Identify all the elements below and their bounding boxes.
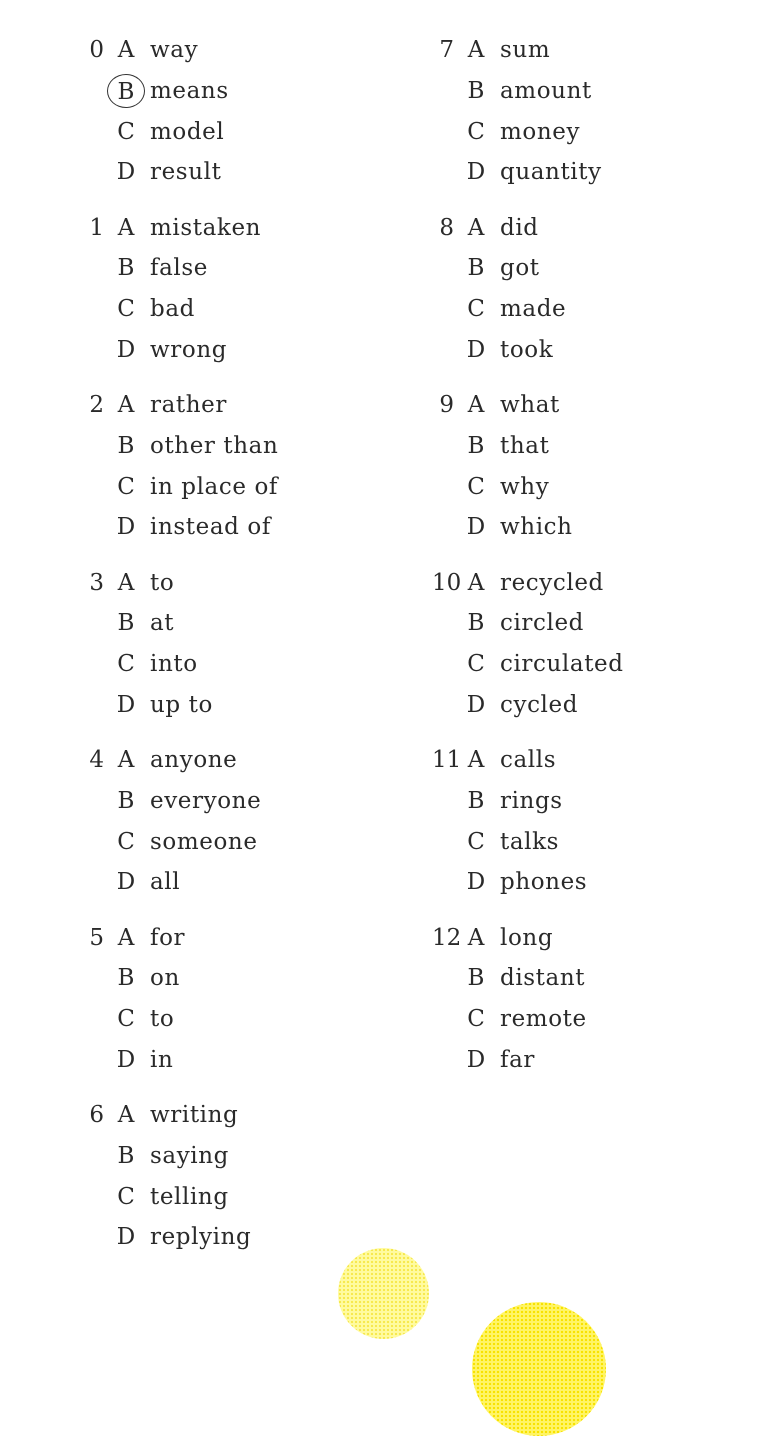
option-text: remote	[500, 1006, 587, 1033]
option-b[interactable]	[432, 781, 762, 822]
option-text: rings	[500, 787, 563, 814]
option-letter: D	[116, 514, 136, 541]
option-a[interactable]	[82, 563, 422, 604]
question-4	[82, 740, 442, 903]
option-letter: A	[467, 924, 485, 951]
option-text: all	[150, 869, 181, 896]
option-text: other than	[150, 432, 279, 459]
option-d[interactable]	[432, 507, 762, 548]
option-text: to	[150, 1006, 175, 1033]
option-d[interactable]	[82, 685, 422, 726]
option-letter: C	[117, 296, 135, 323]
option-letter-circled: B	[107, 74, 145, 108]
option-letter: C	[117, 1006, 135, 1033]
option-d[interactable]	[82, 152, 422, 193]
option-text: into	[150, 651, 198, 678]
option-letter: B	[467, 610, 485, 637]
question-number: 5	[89, 924, 104, 951]
question-0	[82, 30, 442, 193]
question-9	[432, 385, 762, 548]
option-text: money	[500, 118, 581, 145]
question-10	[432, 563, 762, 726]
option-c[interactable]	[82, 999, 422, 1040]
option-a[interactable]	[432, 30, 762, 71]
option-text: mistaken	[150, 214, 262, 241]
option-c[interactable]	[432, 644, 762, 685]
option-c[interactable]	[82, 822, 422, 863]
option-b[interactable]	[82, 71, 422, 112]
option-letter: B	[117, 610, 135, 637]
option-letter: C	[117, 473, 135, 500]
option-text: far	[500, 1046, 536, 1073]
question-number: 2	[89, 392, 104, 418]
decorative-yellow-dot-large	[472, 1302, 606, 1436]
option-text: circulated	[500, 651, 624, 678]
option-letter: D	[466, 514, 486, 541]
question-11	[432, 740, 762, 903]
option-text: distant	[500, 965, 586, 992]
question-number: 10	[432, 569, 462, 596]
option-b[interactable]	[432, 603, 762, 644]
option-letter: B	[117, 432, 135, 459]
option-c[interactable]	[82, 289, 422, 330]
option-text: means	[150, 77, 229, 104]
question-5	[82, 918, 442, 1081]
option-d[interactable]	[432, 152, 762, 193]
option-text: for	[150, 924, 186, 951]
option-text: amount	[500, 77, 592, 104]
option-d[interactable]	[82, 507, 422, 548]
option-text: did	[500, 214, 539, 241]
option-letter: A	[117, 569, 135, 596]
option-c[interactable]	[432, 289, 762, 330]
option-a[interactable]	[82, 1095, 422, 1136]
option-text: sum	[500, 37, 551, 63]
option-a[interactable]	[432, 740, 762, 781]
option-text: that	[500, 432, 550, 459]
question-1	[82, 208, 442, 371]
option-c[interactable]	[82, 467, 422, 508]
option-d[interactable]	[432, 862, 762, 903]
option-letter: A	[117, 924, 135, 951]
question-number: 4	[89, 747, 104, 773]
option-b[interactable]	[82, 248, 422, 289]
option-text: in place of	[150, 473, 279, 500]
option-b[interactable]	[82, 781, 422, 822]
question-2	[82, 385, 442, 548]
option-text: at	[150, 610, 175, 637]
option-letter: C	[467, 118, 485, 145]
option-letter: D	[116, 336, 136, 363]
option-b[interactable]	[432, 248, 762, 289]
option-letter: C	[117, 828, 135, 855]
option-text: telling	[150, 1183, 229, 1210]
question-number: 3	[89, 569, 104, 596]
option-b[interactable]	[432, 426, 762, 467]
option-text: why	[500, 473, 550, 500]
option-text: way	[150, 37, 199, 63]
option-text: in	[150, 1046, 174, 1073]
option-c[interactable]	[432, 822, 762, 863]
option-letter: A	[467, 214, 485, 241]
option-letter: A	[117, 1102, 135, 1128]
question-number: 11	[432, 747, 462, 773]
option-text: to	[150, 569, 175, 596]
option-letter: A	[117, 747, 135, 773]
option-c[interactable]	[432, 999, 762, 1040]
option-letter: B	[467, 255, 485, 282]
question-number: 8	[439, 214, 454, 241]
option-letter: A	[117, 214, 135, 241]
question-number: 0	[89, 37, 104, 63]
option-text: long	[500, 924, 554, 951]
option-d[interactable]	[82, 1040, 422, 1081]
option-text: writing	[150, 1102, 239, 1128]
option-letter: C	[117, 1183, 135, 1210]
option-letter: A	[117, 392, 135, 418]
option-letter: A	[467, 569, 485, 596]
option-text: which	[500, 514, 573, 541]
question-number: 7	[439, 37, 454, 63]
option-text: what	[500, 392, 560, 418]
option-text: cycled	[500, 691, 579, 718]
option-letter: A	[467, 37, 485, 63]
option-text: false	[150, 255, 208, 282]
option-a[interactable]	[82, 385, 422, 426]
option-text: got	[500, 255, 540, 282]
question-8	[432, 208, 762, 371]
option-a[interactable]	[432, 385, 762, 426]
option-c[interactable]	[82, 112, 422, 153]
option-letter: C	[467, 473, 485, 500]
option-text: on	[150, 965, 180, 992]
option-d[interactable]	[82, 330, 422, 371]
option-letter: D	[466, 869, 486, 896]
option-letter: D	[116, 159, 136, 186]
option-letter: C	[467, 828, 485, 855]
option-a[interactable]	[82, 740, 422, 781]
option-a[interactable]	[432, 563, 762, 604]
option-text: bad	[150, 296, 195, 323]
option-letter: D	[466, 1046, 486, 1073]
option-c[interactable]	[82, 1177, 422, 1218]
option-d[interactable]	[432, 330, 762, 371]
option-text: someone	[150, 828, 258, 855]
option-b[interactable]	[432, 958, 762, 999]
option-letter: A	[117, 37, 135, 63]
option-text: rather	[150, 392, 227, 418]
option-letter: B	[467, 965, 485, 992]
option-letter: D	[466, 336, 486, 363]
question-7	[432, 30, 762, 193]
option-text: wrong	[150, 336, 228, 363]
option-d[interactable]	[82, 862, 422, 903]
option-letter: B	[117, 965, 135, 992]
option-c[interactable]	[432, 467, 762, 508]
option-letter: D	[116, 1046, 136, 1073]
option-text: up to	[150, 691, 213, 718]
option-c[interactable]	[432, 112, 762, 153]
option-letter: C	[117, 651, 135, 678]
option-a[interactable]	[82, 30, 422, 71]
option-text: quantity	[500, 159, 602, 186]
question-number: 12	[432, 924, 462, 951]
option-letter: B	[117, 1142, 135, 1169]
option-b[interactable]	[82, 426, 422, 467]
option-b[interactable]	[82, 603, 422, 644]
option-letter: D	[466, 159, 486, 186]
option-text: calls	[500, 747, 557, 773]
option-text: model	[150, 118, 225, 145]
option-letter: C	[467, 651, 485, 678]
option-text: circled	[500, 610, 585, 637]
option-a[interactable]	[432, 918, 762, 959]
question-12	[432, 918, 762, 1081]
option-letter: B	[467, 77, 485, 104]
option-d[interactable]	[432, 685, 762, 726]
option-letter: D	[466, 691, 486, 718]
option-text: result	[150, 159, 222, 186]
option-letter: D	[116, 869, 136, 896]
option-c[interactable]	[82, 644, 422, 685]
option-b[interactable]	[82, 958, 422, 999]
option-a[interactable]	[82, 208, 422, 249]
option-a[interactable]	[82, 918, 422, 959]
option-letter: A	[467, 747, 485, 773]
question-number: 1	[89, 214, 104, 241]
option-letter: C	[467, 1006, 485, 1033]
option-text: took	[500, 336, 554, 363]
option-text: recycled	[500, 569, 604, 596]
option-letter: D	[116, 691, 136, 718]
question-6	[82, 1095, 442, 1258]
option-letter: C	[467, 296, 485, 323]
option-a[interactable]	[432, 208, 762, 249]
option-text: replying	[150, 1224, 252, 1251]
option-letter: B	[117, 787, 135, 814]
option-text: saying	[150, 1142, 230, 1169]
option-b[interactable]	[432, 71, 762, 112]
option-text: anyone	[150, 747, 238, 773]
question-number: 9	[439, 392, 454, 418]
option-letter: B	[117, 255, 135, 282]
option-text: instead of	[150, 514, 271, 541]
option-letter: C	[117, 118, 135, 145]
question-number: 6	[89, 1102, 104, 1128]
question-3	[82, 563, 442, 726]
option-b[interactable]	[82, 1136, 422, 1177]
option-text: phones	[500, 869, 588, 896]
option-text: everyone	[150, 787, 262, 814]
option-text: talks	[500, 828, 560, 855]
option-d[interactable]	[432, 1040, 762, 1081]
decorative-yellow-dot-small	[338, 1248, 429, 1339]
option-letter: B	[467, 787, 485, 814]
option-text: made	[500, 296, 567, 323]
option-letter: B	[467, 432, 485, 459]
option-letter: D	[116, 1224, 136, 1251]
option-letter: A	[467, 392, 485, 418]
